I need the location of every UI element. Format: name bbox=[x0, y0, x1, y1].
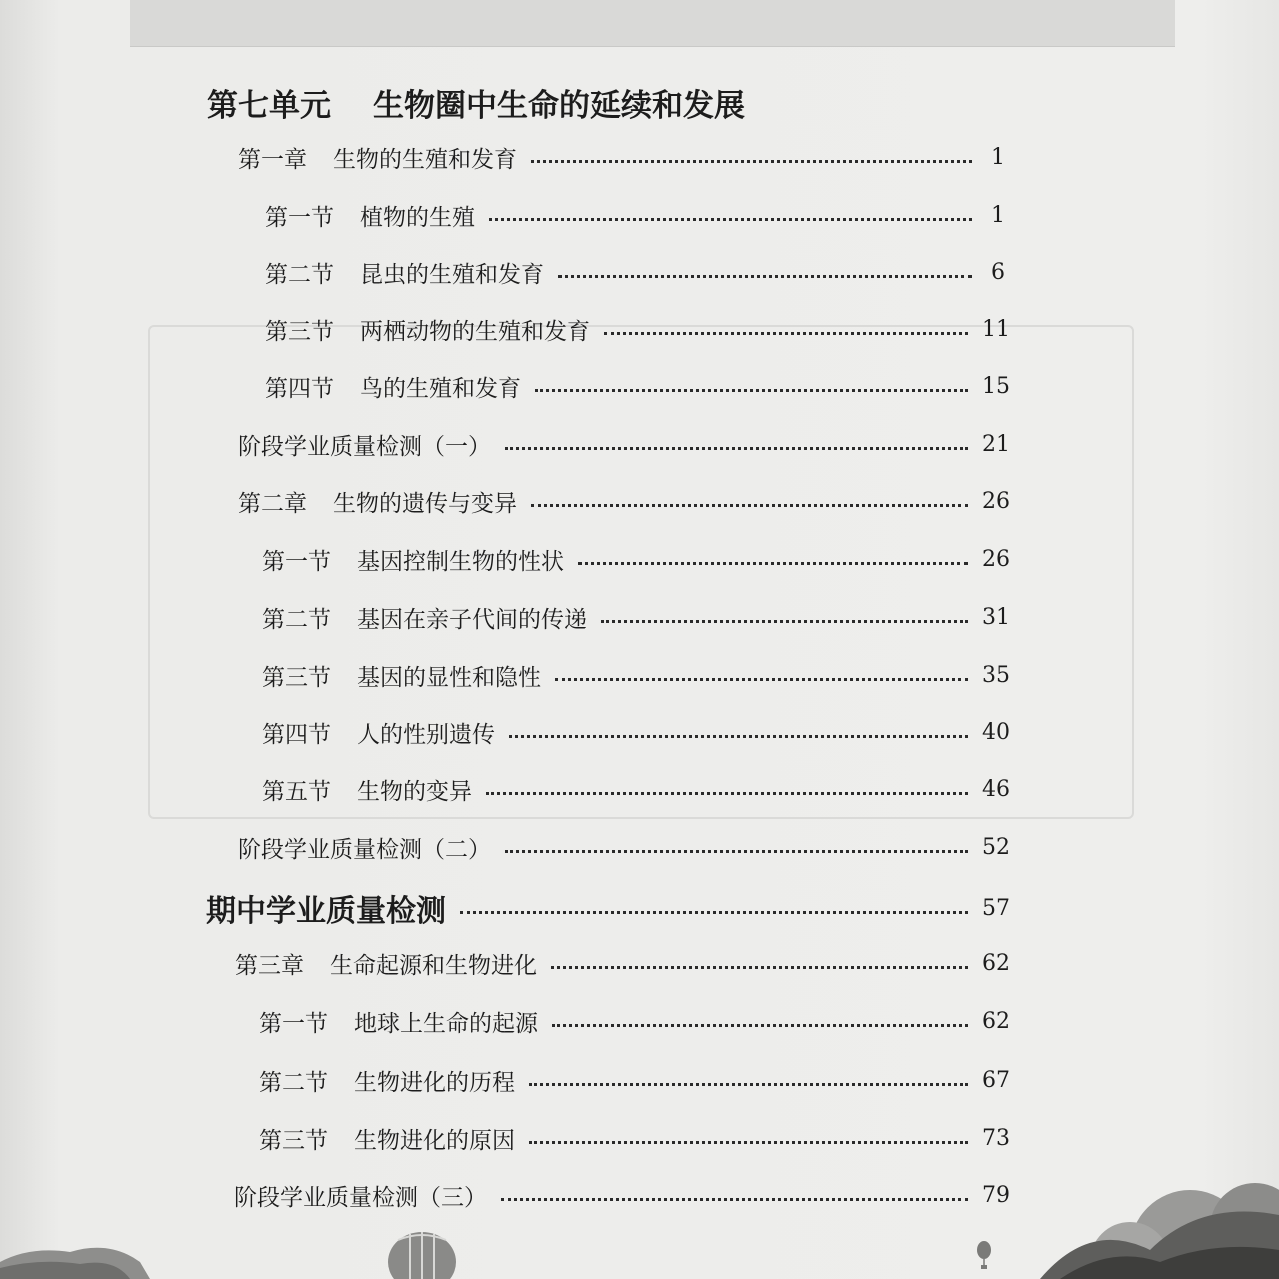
leader-dots bbox=[505, 447, 968, 450]
toc-entry-section-2-1[interactable] bbox=[262, 542, 1010, 576]
page-number: 31 bbox=[982, 604, 1010, 630]
toc-entry-chapter-1[interactable] bbox=[238, 140, 1010, 174]
leader-dots bbox=[486, 792, 968, 795]
leader-dots bbox=[531, 504, 968, 507]
toc-entry-label: 第三节 基因的显性和隐性 bbox=[262, 664, 541, 691]
page-number: 46 bbox=[982, 776, 1010, 802]
toc-entry-label: 第一节 植物的生殖 bbox=[265, 204, 475, 231]
page-number: 67 bbox=[982, 1067, 1010, 1093]
leader-dots bbox=[558, 275, 972, 278]
leader-dots bbox=[578, 562, 968, 565]
page-number: 1 bbox=[991, 144, 1005, 170]
leader-dots bbox=[604, 332, 968, 335]
leader-dots bbox=[460, 911, 968, 914]
page-number: 6 bbox=[991, 259, 1005, 285]
toc-entry-label: 第二章 生物的遗传与变异 bbox=[238, 490, 517, 517]
page-number: 26 bbox=[982, 546, 1010, 572]
toc-entry-label: 第二节 生物进化的历程 bbox=[259, 1069, 515, 1096]
leader-dots bbox=[535, 389, 968, 392]
page-number: 52 bbox=[982, 834, 1010, 860]
toc-entry-label: 第三节 生物进化的原因 bbox=[259, 1127, 515, 1154]
toc-entry-label: 阶段学业质量检测（一） bbox=[238, 433, 491, 460]
toc-entry-chapter-3[interactable] bbox=[235, 946, 1010, 980]
toc-entry-section-2-2[interactable] bbox=[262, 600, 1010, 634]
leader-dots bbox=[489, 218, 972, 221]
leader-dots bbox=[529, 1141, 968, 1144]
page-number: 26 bbox=[982, 488, 1010, 514]
toc-entry-section-2-5[interactable] bbox=[262, 772, 1010, 806]
toc-entry-stage-test-3[interactable] bbox=[234, 1178, 1010, 1212]
leader-dots bbox=[551, 966, 968, 969]
toc-entry-section-2-4[interactable] bbox=[262, 715, 1010, 749]
toc-entry-section-3-3[interactable] bbox=[259, 1121, 1010, 1155]
toc-entry-chapter-2[interactable] bbox=[238, 484, 1010, 518]
toc-entry-stage-test-1[interactable] bbox=[238, 427, 1010, 461]
toc-entry-label: 第四节 鸟的生殖和发育 bbox=[265, 375, 521, 402]
toc-entry-label: 第二节 基因在亲子代间的传递 bbox=[262, 606, 587, 633]
toc-entry-stage-test-2[interactable] bbox=[238, 830, 1010, 864]
toc-entry-midterm-test[interactable] bbox=[206, 889, 1010, 927]
toc-entry-section-2-3[interactable] bbox=[262, 658, 1010, 692]
toc-entry-label: 第五节 生物的变异 bbox=[262, 778, 472, 805]
toc-entry-section-3-2[interactable] bbox=[259, 1063, 1010, 1097]
page-number: 40 bbox=[982, 719, 1010, 745]
unit-name: 生物圈中生命的延续和发展 bbox=[373, 88, 745, 124]
toc-entry-label: 阶段学业质量检测（三） bbox=[234, 1184, 487, 1211]
leader-dots bbox=[601, 620, 968, 623]
toc-entry-label: 第三节 两栖动物的生殖和发育 bbox=[265, 318, 590, 345]
toc-entry-section-1-2[interactable] bbox=[265, 255, 1010, 289]
toc-entry-section-3-1[interactable] bbox=[259, 1004, 1010, 1038]
leader-dots bbox=[505, 850, 968, 853]
leader-dots bbox=[509, 735, 968, 738]
page-number: 62 bbox=[982, 950, 1010, 976]
leader-dots bbox=[531, 160, 972, 163]
toc-entry-label: 第四节 人的性别遗传 bbox=[262, 721, 495, 748]
toc-entry-label: 阶段学业质量检测（二） bbox=[238, 836, 491, 863]
leader-dots bbox=[501, 1198, 968, 1201]
toc-entry-section-1-4[interactable] bbox=[265, 369, 1010, 403]
toc-entry-label: 第三章 生命起源和生物进化 bbox=[235, 952, 537, 979]
toc-entry-section-1-3[interactable] bbox=[265, 312, 1010, 346]
page-number: 15 bbox=[982, 373, 1010, 399]
page-number: 35 bbox=[982, 662, 1010, 688]
leader-dots bbox=[552, 1024, 968, 1027]
page-number: 73 bbox=[982, 1125, 1010, 1151]
page-number: 11 bbox=[982, 316, 1010, 342]
page-number: 62 bbox=[982, 1008, 1010, 1034]
page-number: 79 bbox=[982, 1182, 1010, 1208]
toc-entry-section-1-1[interactable] bbox=[265, 198, 1010, 232]
toc-entry-label: 期中学业质量检测 bbox=[206, 894, 446, 929]
page-number: 57 bbox=[982, 895, 1010, 921]
leader-dots bbox=[555, 678, 968, 681]
page-number: 21 bbox=[982, 431, 1010, 457]
toc-entry-label: 第一节 基因控制生物的性状 bbox=[262, 548, 564, 575]
page-number: 1 bbox=[991, 202, 1005, 228]
unit-prefix: 第七单元 bbox=[207, 88, 331, 124]
toc-entry-label: 第一节 地球上生命的起源 bbox=[259, 1010, 538, 1037]
leader-dots bbox=[529, 1083, 968, 1086]
toc-entry-label: 第一章 生物的生殖和发育 bbox=[238, 146, 517, 173]
unit-title bbox=[207, 80, 745, 125]
toc-entry-label: 第二节 昆虫的生殖和发育 bbox=[265, 261, 544, 288]
